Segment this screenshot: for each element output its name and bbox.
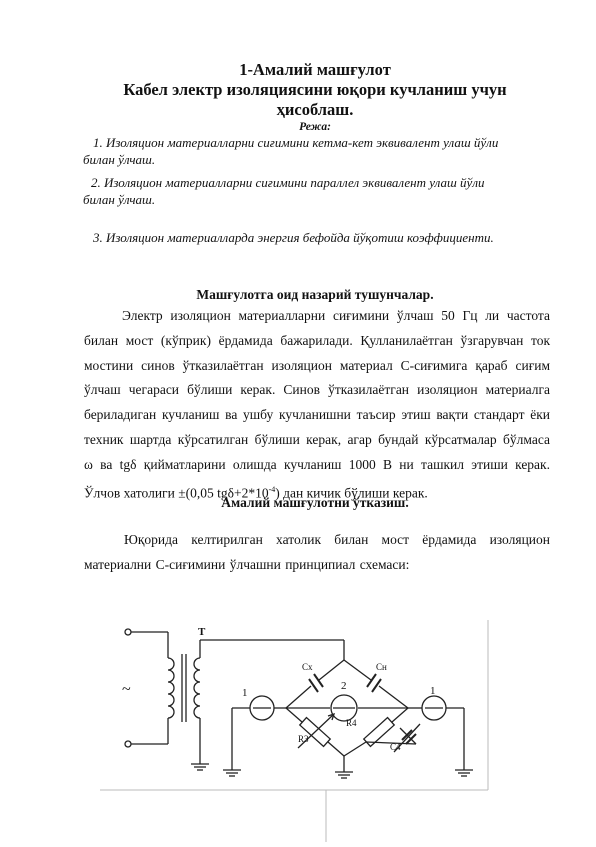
cn-plate-2	[372, 679, 381, 692]
theory-line-5: бериладиган кучланиш ва ушбу кучланишни таъсир этиш вақти стандарт ёки	[84, 407, 550, 423]
cx-plate-2	[309, 679, 318, 692]
plan-label: Режа:	[299, 121, 331, 133]
source-terminal-top	[125, 629, 131, 635]
label-cn: Cн	[376, 662, 387, 672]
source-terminal-bottom	[125, 741, 131, 747]
plan-item-3-line1: 3. Изоляцион материалларда энергия бефойда йўқотиш коэффициенти.	[93, 230, 494, 245]
theory-line-2: билан мост (кўприк) ёрдамида бажарилади. Қулланилаётган ўзгарувчан ток	[84, 332, 550, 348]
label-r4: R4	[346, 718, 357, 728]
tolerance-exponent: -4	[268, 484, 276, 494]
bridge-circuit-diagram	[90, 610, 530, 842]
plan-item-3	[83, 229, 553, 246]
label-transformer: T	[198, 626, 206, 638]
label-galvanometer-left: 1	[242, 687, 248, 699]
practice-line-2: материални С-сиғимини ўлчашни принципиал схемаси:	[84, 556, 410, 572]
label-galvanometer-right: 1	[430, 685, 436, 697]
cn-arm-upper	[344, 660, 371, 680]
label-r3: R3	[298, 734, 309, 744]
r3-arm-lower	[328, 742, 344, 756]
cn-arm-lower	[379, 686, 408, 708]
document-title-line3: ҳисоблаш.	[276, 100, 354, 119]
plan-item-2	[83, 175, 553, 208]
tolerance-suffix: ) дан кичик бўлиши керак.	[275, 485, 428, 501]
theory-line-7: ω ва tgδ қийматларини олишда кучланиш 1000 В ни ташкил этиши керак.	[84, 456, 550, 472]
theory-line-3: мостини синов ўтказилаётган изоляцион материал С-сиғимига қараб сиғим	[84, 357, 550, 373]
practice-paragraph	[84, 528, 550, 578]
plan-item-1-line2: билан ўлчаш.	[83, 152, 156, 167]
r4-arm-lower	[344, 742, 366, 756]
primary-coil	[168, 658, 174, 718]
label-source: ~	[122, 681, 131, 698]
cx-arm-lower	[286, 686, 311, 708]
cx-arm-upper	[319, 660, 344, 680]
plan-item-1	[83, 134, 553, 168]
theory-line-4: ўлчаш чегараси бўлиши керак. Синов ўтказилаётган изоляцион материалга	[84, 382, 550, 398]
theory-line-1: Электр изоляцион материалларни сиғимини ўлчаш 50 Гц ли частота	[122, 308, 550, 323]
secondary-coil	[194, 658, 200, 718]
plan-item-2-line2: билан ўлчаш.	[83, 192, 156, 207]
practice-heading: Амалий машғулотни ўтказиш.	[221, 495, 409, 510]
tolerance-prefix: Ўлчов хатолиги ±(0,05 tgδ+2*10	[84, 485, 269, 501]
theory-heading: Машғулотга оид назарий тушунчалар.	[196, 287, 434, 302]
label-detector: 2	[341, 680, 347, 692]
theory-line-6: техник шартда кўрсатилган бўлиши керак, агар бундай кўрсатмалар бўлмаса	[84, 431, 550, 447]
practice-line-1: Юқорида келтирилган хатолик билан мост ёрдамида изоляцион	[124, 532, 550, 547]
theory-paragraph	[84, 304, 550, 506]
r4-arm-upper	[392, 708, 408, 722]
cx-plate-1	[314, 674, 323, 687]
cn-plate-1	[367, 674, 376, 687]
plan-item-1-line1: 1. Изоляцион материалларни сиғимини кетма-кет эквивалент улаш йўли	[93, 135, 499, 150]
label-cx: Cx	[302, 662, 313, 672]
plan-item-2-line1: 2. Изоляцион материалларни сиғимини параллел эквивалент улаш йўли	[91, 175, 485, 190]
document-title-line1: 1-Амалий машғулот	[239, 60, 391, 79]
r3-arm-upper	[286, 708, 302, 722]
document-title-line2: Кабел электр изоляциясини юқори кучланиш учун	[123, 80, 507, 99]
schematic-svg	[90, 610, 530, 842]
label-c4: C4	[390, 742, 401, 752]
